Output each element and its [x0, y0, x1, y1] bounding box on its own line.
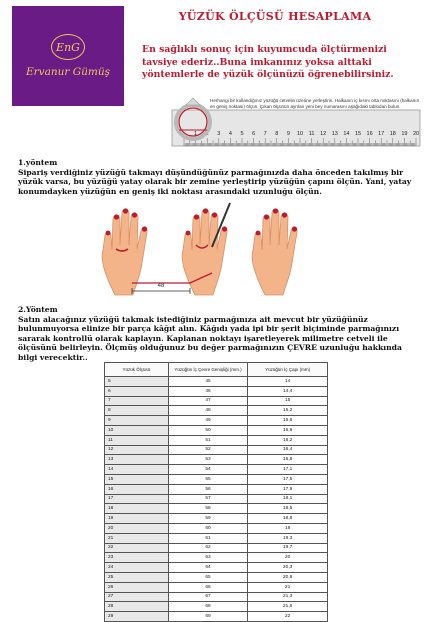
circumference-cell: 50 [168, 425, 248, 435]
circumference-cell: 49 [168, 416, 248, 426]
table-row [105, 425, 328, 435]
diameter-cell: 18,1 [248, 494, 328, 504]
brand-logo [12, 6, 124, 106]
size-cell: 12 [105, 445, 169, 455]
circumference-cell: 61 [168, 533, 248, 543]
circumference-cell: 60 [168, 523, 248, 533]
diameter-cell: 17,5 [248, 474, 328, 484]
diameter-cell: 19 [248, 523, 328, 533]
ruler-number: 13 [331, 131, 338, 137]
size-cell: 26 [105, 582, 169, 592]
diameter-cell: 20 [248, 553, 328, 563]
ruler-number: 6 [252, 131, 256, 137]
ruler-number: 20 [412, 131, 420, 137]
diameter-cell: 14,4 [248, 386, 328, 396]
circumference-cell: 52 [168, 445, 248, 455]
ruler-number: 3 [217, 131, 221, 137]
logo-name: Ervanur Gümüş [25, 66, 110, 78]
circumference-cell: 62 [168, 543, 248, 553]
size-cell: 27 [105, 592, 169, 602]
table-row [105, 592, 328, 602]
ruler-number: 1 [194, 131, 198, 137]
size-cell: 28 [105, 602, 169, 612]
diameter-cell: 14 [248, 377, 328, 387]
table-row [105, 523, 328, 533]
size-cell: 15 [105, 474, 169, 484]
diameter-cell: 22 [248, 612, 328, 622]
circumference-cell: 48 [168, 406, 248, 416]
ruler-number: 2 [205, 131, 209, 137]
table-row [105, 445, 328, 455]
size-cell: 10 [105, 425, 169, 435]
table-row [105, 572, 328, 582]
size-cell: 16 [105, 484, 169, 494]
table-row [105, 484, 328, 494]
ring-ruler-illustration [172, 92, 422, 150]
method-1-section [18, 158, 416, 196]
size-cell: 11 [105, 435, 169, 445]
circumference-cell: 65 [168, 572, 248, 582]
table-row [105, 474, 328, 484]
diameter-cell: 15 [248, 396, 328, 406]
ruler-number: 9 [286, 131, 290, 137]
circumference-cell: 63 [168, 553, 248, 563]
hand-icon-2 [182, 208, 227, 295]
method-2-heading: 2.Yöntem [18, 305, 58, 314]
method-2-text: Satın alacağınız yüzüğü takmak istediğiniz parmağınıza ait mevcut bir yüzüğünüz bulunmuyorsa elinize bir parça kâğıt alın. Kâğıdı yada ipi bir şerit biçiminde parmağınızı sararak kontrollü olarak kaplayın. Kaplanan noktayı işaretleyerek milimetre cetveli ile ölçüsünü belirleyin. Ölçmüş olduğunuz bu değer parmağınızın ÇEVRE uzunluğu hakkında bilgi verecektir.. [18, 314, 402, 362]
diameter-cell: 15,2 [248, 406, 328, 416]
table-row [105, 494, 328, 504]
size-cell: 13 [105, 455, 169, 465]
circumference-cell: 68 [168, 602, 248, 612]
size-cell: 14 [105, 465, 169, 475]
measure-label: 48 [157, 283, 165, 289]
header-diameter: Yüzüğün İç Çapı (mm) [248, 363, 328, 377]
ruler-number: 15 [354, 131, 362, 137]
size-cell: 9 [105, 416, 169, 426]
table-row [105, 504, 328, 514]
hands-illustration [40, 205, 330, 300]
ruler-number: 7 [263, 131, 267, 137]
table-row [105, 612, 328, 622]
diameter-cell: 16,8 [248, 455, 328, 465]
table-header-row [105, 363, 328, 377]
method-1-heading: 1.yöntem [18, 158, 58, 167]
diameter-cell: 21,6 [248, 602, 328, 612]
circumference-cell: 54 [168, 465, 248, 475]
table-row [105, 406, 328, 416]
ruler-number: 4 [228, 131, 232, 137]
diameter-cell: 15,9 [248, 425, 328, 435]
diameter-cell: 16,2 [248, 435, 328, 445]
table-row [105, 553, 328, 563]
circumference-cell: 67 [168, 592, 248, 602]
diameter-cell: 15,6 [248, 416, 328, 426]
page-title: YÜZÜK ÖLÇÜSÜ HESAPLAMA [178, 10, 372, 23]
table-row [105, 435, 328, 445]
circumference-cell: 58 [168, 504, 248, 514]
diameter-cell: 20,3 [248, 563, 328, 573]
diameter-cell: 16,4 [248, 445, 328, 455]
size-cell: 20 [105, 523, 169, 533]
logo-badge: EnG [51, 34, 85, 60]
diameter-cell: 21 [248, 582, 328, 592]
ruler-number: 12 [320, 131, 327, 137]
circumference-cell: 57 [168, 494, 248, 504]
header-size: Yüzük Ölçüsü [105, 363, 169, 377]
circumference-cell: 59 [168, 514, 248, 524]
diameter-cell: 17,9 [248, 484, 328, 494]
table-row [105, 543, 328, 553]
table-row [105, 377, 328, 387]
size-cell: 24 [105, 563, 169, 573]
size-cell: 23 [105, 553, 169, 563]
hand-icon-3 [252, 208, 297, 295]
circumference-cell: 51 [168, 435, 248, 445]
size-cell: 18 [105, 504, 169, 514]
diameter-cell: 19,3 [248, 533, 328, 543]
circumference-cell: 64 [168, 563, 248, 573]
diameter-cell: 17,1 [248, 465, 328, 475]
size-cell: 6 [105, 386, 169, 396]
diameter-cell: 18,5 [248, 504, 328, 514]
table-row [105, 533, 328, 543]
size-cell: 25 [105, 572, 169, 582]
size-cell: 8 [105, 406, 169, 416]
intro-text: En sağlıklı sonuç için kuyumcuda ölçtürmenizi tavsiye ederiz..Buna imkanınız yoksa alttaki yöntemlerle de yüzük ölçünüzü öğrenebilirsiniz. [142, 44, 394, 80]
ring-size-table [104, 362, 328, 622]
ruler-number: 11 [308, 131, 315, 137]
ruler-number: 8 [275, 131, 279, 137]
size-cell: 5 [105, 377, 169, 387]
size-cell: 17 [105, 494, 169, 504]
header-circumference: Yüzüğün İç Çevre Genişliği (mm.) [168, 363, 248, 377]
size-cell: 19 [105, 514, 169, 524]
hands-graphic [40, 205, 330, 300]
circumference-cell: 53 [168, 455, 248, 465]
diameter-cell: 18,8 [248, 514, 328, 524]
diameter-cell: 19,7 [248, 543, 328, 553]
ruler-number: 19 [401, 131, 408, 137]
table-row [105, 416, 328, 426]
size-cell: 7 [105, 396, 169, 406]
circumference-cell: 66 [168, 582, 248, 592]
table-row [105, 563, 328, 573]
method-1-text: Sipariş verdiğiniz yüzüğü takmayı düşündüğünüz parmağınızda daha önceden takılmış bir yüzük varsa, bu yüzüğü yatay olarak bir zemine yerleştirip yüzüğün çapını ölçün. Yani, yatay konumdayken yüzüğün en geniş iki noktası arasındaki uzunluğu ölçün. [18, 167, 412, 196]
table-row [105, 386, 328, 396]
size-cell: 29 [105, 612, 169, 622]
table-row [105, 582, 328, 592]
diameter-cell: 21,3 [248, 592, 328, 602]
ruler-number: 16 [366, 131, 373, 137]
ruler-number: 10 [296, 131, 304, 137]
circumference-cell: 47 [168, 396, 248, 406]
gem-icon [186, 98, 200, 105]
size-cell: 21 [105, 533, 169, 543]
ruler-number: 5 [240, 131, 244, 137]
table-row [105, 455, 328, 465]
table-row [105, 514, 328, 524]
hand-icon-1 [102, 208, 147, 295]
diameter-cell: 20,8 [248, 572, 328, 582]
method-2-section [18, 305, 416, 363]
circumference-cell: 45 [168, 377, 248, 387]
circumference-cell: 69 [168, 612, 248, 622]
table-row [105, 396, 328, 406]
circumference-cell: 46 [168, 386, 248, 396]
circumference-cell: 56 [168, 484, 248, 494]
ruler-number: 18 [389, 131, 396, 137]
table-row [105, 465, 328, 475]
table-row [105, 602, 328, 612]
ring-caption: Herhangi bir kullandığınız yüzüğü cetvelin üzerine yerleştirin. Halkanın iç kısmı orta noktasını (halkanın en geniş noktası) ölçün. Çıkan ölçünün ayrılan yeni bey numarasını aşağıdaki tablodan bulun. [210, 98, 420, 109]
size-cell: 22 [105, 543, 169, 553]
ruler-number: 17 [378, 131, 385, 137]
circumference-cell: 55 [168, 474, 248, 484]
ruler-number: 14 [343, 131, 350, 137]
